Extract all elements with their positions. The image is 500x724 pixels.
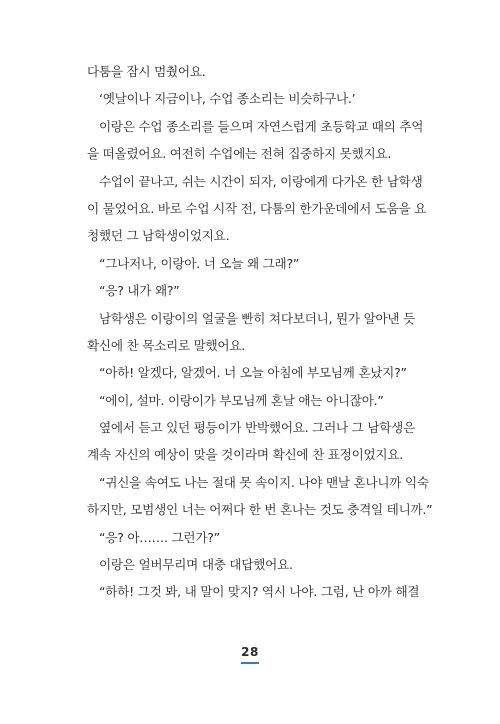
text-line: 확신에 찬 목소리로 말했어요. — [87, 337, 245, 353]
text-line: 이랑은 얼버무리며 대충 대답했어요. — [99, 557, 293, 573]
text-line: 하지만, 모범생인 너는 어쩌다 한 번 혼나는 것도 충격일 테니까.” — [87, 502, 433, 518]
text-line: 청했던 그 남학생이었지요. — [87, 228, 230, 244]
text-line: “하하! 그것 봐, 내 말이 맞지? 역시 나야. 그럼, 난 아까 해결 — [99, 584, 420, 600]
text-line: 옆에서 듣고 있던 평등이가 반박했어요. 그러나 그 남학생은 — [99, 420, 415, 436]
page-footer — [0, 641, 500, 664]
text-line: “귀신을 속여도 나는 절대 못 속이지. 나야 맨날 혼나니까 익숙 — [99, 474, 429, 490]
text-line: ‘옛날이나 지금이나, 수업 종소리는 비슷하구나.’ — [99, 91, 356, 107]
text-line: 을 떠올렸어요. 여전히 수업에는 전혀 집중하지 못했지요. — [87, 146, 392, 162]
text-line: 남학생은 이랑이의 얼굴을 빤히 쳐다보더니, 뭔가 알아낸 듯 — [99, 310, 415, 326]
text-line: 이 물었어요. 바로 수업 시작 전, 다툼의 한가운데에서 도움을 요 — [87, 200, 427, 216]
text-line: “에이, 설마. 이랑이가 부모님께 혼날 애는 아니잖아.” — [99, 392, 384, 408]
text-line: “그나저나, 이랑아. 너 오늘 왜 그래?” — [99, 255, 300, 271]
page-number: 28 — [241, 645, 259, 664]
text-line: 계속 자신의 예상이 맞을 것이라며 확신에 찬 표정이었지요. — [87, 447, 403, 463]
text-line: 수업이 끝나고, 쉬는 시간이 되자, 이랑에게 다가온 한 남학생 — [99, 173, 423, 189]
text-line: “응? 아……. 그런가?” — [99, 529, 220, 545]
text-line: “아하! 알겠다, 알겠어. 너 오늘 아침에 부모님께 혼났지?” — [99, 365, 407, 381]
text-line: 이랑은 수업 종소리를 들으며 자연스럽게 초등학교 때의 추억 — [99, 118, 424, 134]
text-line: 다툼을 잠시 멈췄어요. — [87, 64, 206, 79]
body-text — [87, 58, 433, 606]
text-line: “응? 내가 왜?” — [99, 283, 180, 299]
